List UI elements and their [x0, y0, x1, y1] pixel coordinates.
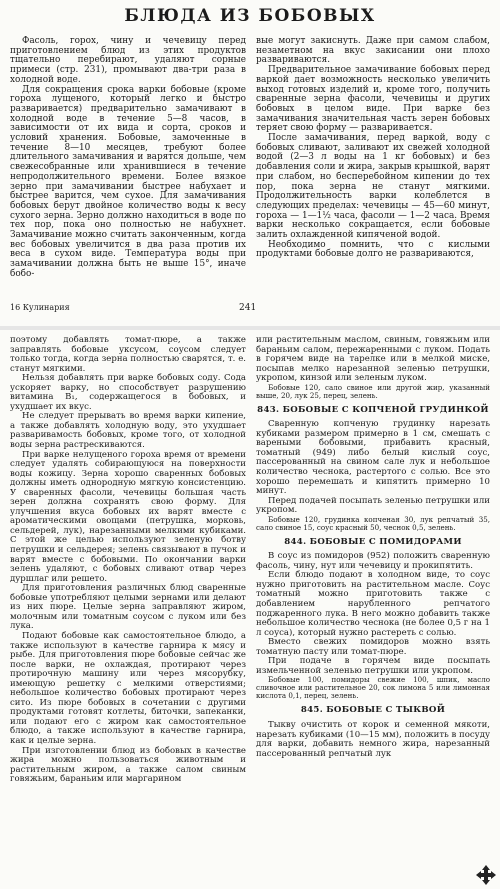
page-number: 241	[239, 303, 257, 313]
paragraph: При варке нелущеного гороха время от времени следует удалять собирающуюся на поверхности воды кожицу. Зерна хорошо сваренных бобовых должны иметь однородную мягкую консистенцию. У сваренных фасоли, чечевицы большая часть зерен должна сохранять свою форму. Для улучшения вкуса бобовых их варят вместе с ароматическими овощами (петрушка, морковь, сельдерей, лук), нарезанными мелкими кубиками. С этой же целью используют зеленую ботву петрушки и сельдерея; зелень связывают в пучок и варят вместе с бобовыми. По окончании варки зелень удаляют, с бобовых сливают отвар через дуршлаг или решето.	[10, 449, 246, 584]
paragraph: Сваренную копченую грудинку нарезать кубиками размером примерно в 1 см, смешать с вареными бобовыми, прибавить красный, томатный (949) либо белый кислый соус, пассерованный на свином сале лук и небольшое количество чеснока, растертого с солью. Все это хорошо перемешать и кипятить примерно 10 минут.	[256, 419, 490, 497]
paragraph: При подаче в горячем виде посыпать измельченной зеленью петрушки или укропом.	[256, 656, 490, 676]
paragraph: Предварительное замачивание бобовых перед варкой дает возможность несколько увеличить выход готовых изделий и, кроме того, получить сваренные зерна фасоли, чечевицы и других бобовых в целом виде. При варке без замачивания значительная часть зерен бобовых теряет свою форму — разваривается.	[256, 65, 490, 134]
page-title: БЛЮДА ИЗ БОБОВЫХ	[124, 6, 376, 26]
right-text-column	[256, 336, 490, 759]
paragraph: вые могут закиснуть. Даже при самом слабом, незаметном на вкус закисании они плохо развариваются.	[256, 36, 490, 66]
paragraph: или растительным маслом, свиным, говяжьим или бараньим салом, пережаренными с луком. Подать в горячем виде на тарелке или в мелкой миске, посыпав мелко нарезанной зеленью петрушки, укропом, кинзой или зеленым луком.	[256, 335, 490, 384]
move-arrows-icon[interactable]	[476, 865, 496, 885]
paragraph: Если блюдо подают в холодном виде, то соус нужно приготовить на растительном масле. Соус томатный можно приготовить также с добавлением нарубленного репчатого поджаренного лука. В него можно добавить также небольшое количество чеснока (не более 0,5 г на 1 л соуса), который нужно растереть с солью.	[256, 570, 490, 638]
paragraph: Не следует прерывать во время варки кипение, а также добавлять холодную воду, это ухудшает разваривамость бобовых, кроме того, от холодной воды зерна растрескиваются.	[10, 411, 246, 451]
ingredients-spec: Бобовые 100, помидоры свежие 100, шпик, масло сливочное или растительное 20, сок лимона 5 или лимонная кислота 0,1, перец, зелень.	[256, 675, 490, 701]
ingredients-spec: Бобовые 120, грудинка копченая 30, лук репчатый 35, сало свиное 15, соус красный 50, чеснок 0,5, зелень.	[256, 514, 490, 532]
recipe-heading: 843. БОБОВЫЕ С КОПЧЕНОЙ ГРУДИНКОЙ	[257, 404, 489, 415]
paragraph: Подают бобовые как самостоятельное блюдо, а также используют в качестве гарнира к мясу и рыбе. Для приготовления пюре бобовые сейчас же после варки, не охлаждая, протирают через протирочную машину или через мясорубку, имеющую решетку с мелкими отверстиями; небольшое количество бобовых протирают через сито. Из пюре бобовых в сочетании с другими продуктами готовят котлеты, биточки, запеканки, или подают его с жиром как самостоятельное блюдо, а также используют в качестве гарнира, как и целые зерна.	[10, 630, 246, 746]
paragraph: Фасоль, горох, чину и чечевицу перед приготовлением блюд из этих продуктов тщательно перебирают, удаляют сорные примеси (стр. 231), промывают два-три раза в холодной воде.	[10, 36, 246, 85]
bottom-book-page	[0, 330, 500, 889]
recipe-heading: 844. БОБОВЫЕ С ПОМИДОРАМИ	[284, 536, 462, 547]
recipe-heading: 845. БОБОВЫЕ С ТЫКВОЙ	[300, 705, 446, 716]
left-text-column	[10, 336, 246, 785]
ingredients-spec: Бобовые 120, сало свиное или другой жир, указанный выше, 20, лук 25, перец, зелень.	[256, 382, 490, 400]
signature-footer: 16 Кулинария	[10, 303, 70, 312]
top-book-page	[0, 0, 500, 326]
paragraph: После замачивания, перед варкой, воду с бобовых сливают, заливают их свежей холодной водой (2—3 л воды на 1 кг бобовых) и без добавления соли и жира, закрыв крышкой, варят при слабом, но бесперебойном кипении до тех пор, пока зерна не станут мягкими. Продолжительность варки колеблется в следующих пределах: чечевицы — 45—60 минут, гороха — 1—1½ часа, фасоли — 1—2 часа. Время варки несколько сокращается, если бобовые залить охлажденной кипяченой водой.	[256, 133, 490, 241]
paragraph: В соус из помидоров (952) положить сваренную фасоль, чину, нут или чечевицу и прокипятить.	[256, 551, 490, 571]
left-text-column	[10, 37, 246, 280]
right-text-column	[256, 37, 490, 260]
paragraph: При изготовлении блюд из бобовых в качестве жира можно пользоваться животным и растительным жиром, а также салом свиным говяжьим, бараньим или маргарином	[10, 745, 246, 785]
paragraph: Необходимо помнить, что с кислыми продуктами бобовые долго не развариваются,	[256, 239, 490, 260]
paragraph: Для сокращения срока варки бобовые (кроме гороха лущеного, который легко и быстро разваривается) предварительно замачивают в холодной воде в течение 5—8 часов, в зависимости от их вида и сорта, сроков и условий хранения. Бобовые, замоченные в течение 8—10 месяцев, требуют более длительного замачивания и варятся дольше, чем свежесобранные или хранившиеся в течение непродолжительного времени. Более вязкое зерно при замачивании быстрее набухает и быстрее варится, чем сухое. Для замачивания бобовых берут двойное количество воды к весу сухого зерна. Зерно должно находиться в воде по тех пор, пока оно полностью не набухнет. Замачивание можно считать законченным, когда вес бобовых увеличится в два раза против их веса в сухом виде. Температура воды при замачивании должна быть не выше 15°, иначе бобо-	[10, 84, 246, 279]
paragraph: Нельзя добавлять при варке бобовых соду. Сода ускоряет варку, но способствует разрушению витамина B₁, содержащегося в бобовых, и ухудшает их вкус.	[10, 373, 246, 412]
paragraph: Для приготовления различных блюд сваренные бобовые употребляют целыми зернами или делают из них пюре. Целые зерна заправляют жиром, молочным или томатным соусом с луком или без лука.	[10, 583, 246, 632]
paragraph: Тыкву очистить от корок и семенной мякоти, нарезать кубиками (10—15 мм), положить в посуду для варки, добавить немного жира, нарезанный пассерованный репчатый лук	[256, 719, 490, 759]
paragraph: Перед подачей посыпать зеленью петрушки или укропом.	[256, 495, 490, 516]
paragraph: поэтому добавлять томат-пюре, а также заправлять бобовые уксусом, соусом следует только тогда, когда зерна полностью сварятся, т. е. станут мягкими.	[10, 335, 246, 374]
paragraph: Вместо свежих помидоров можно взять томатную пасту или томат-пюре.	[256, 637, 490, 657]
